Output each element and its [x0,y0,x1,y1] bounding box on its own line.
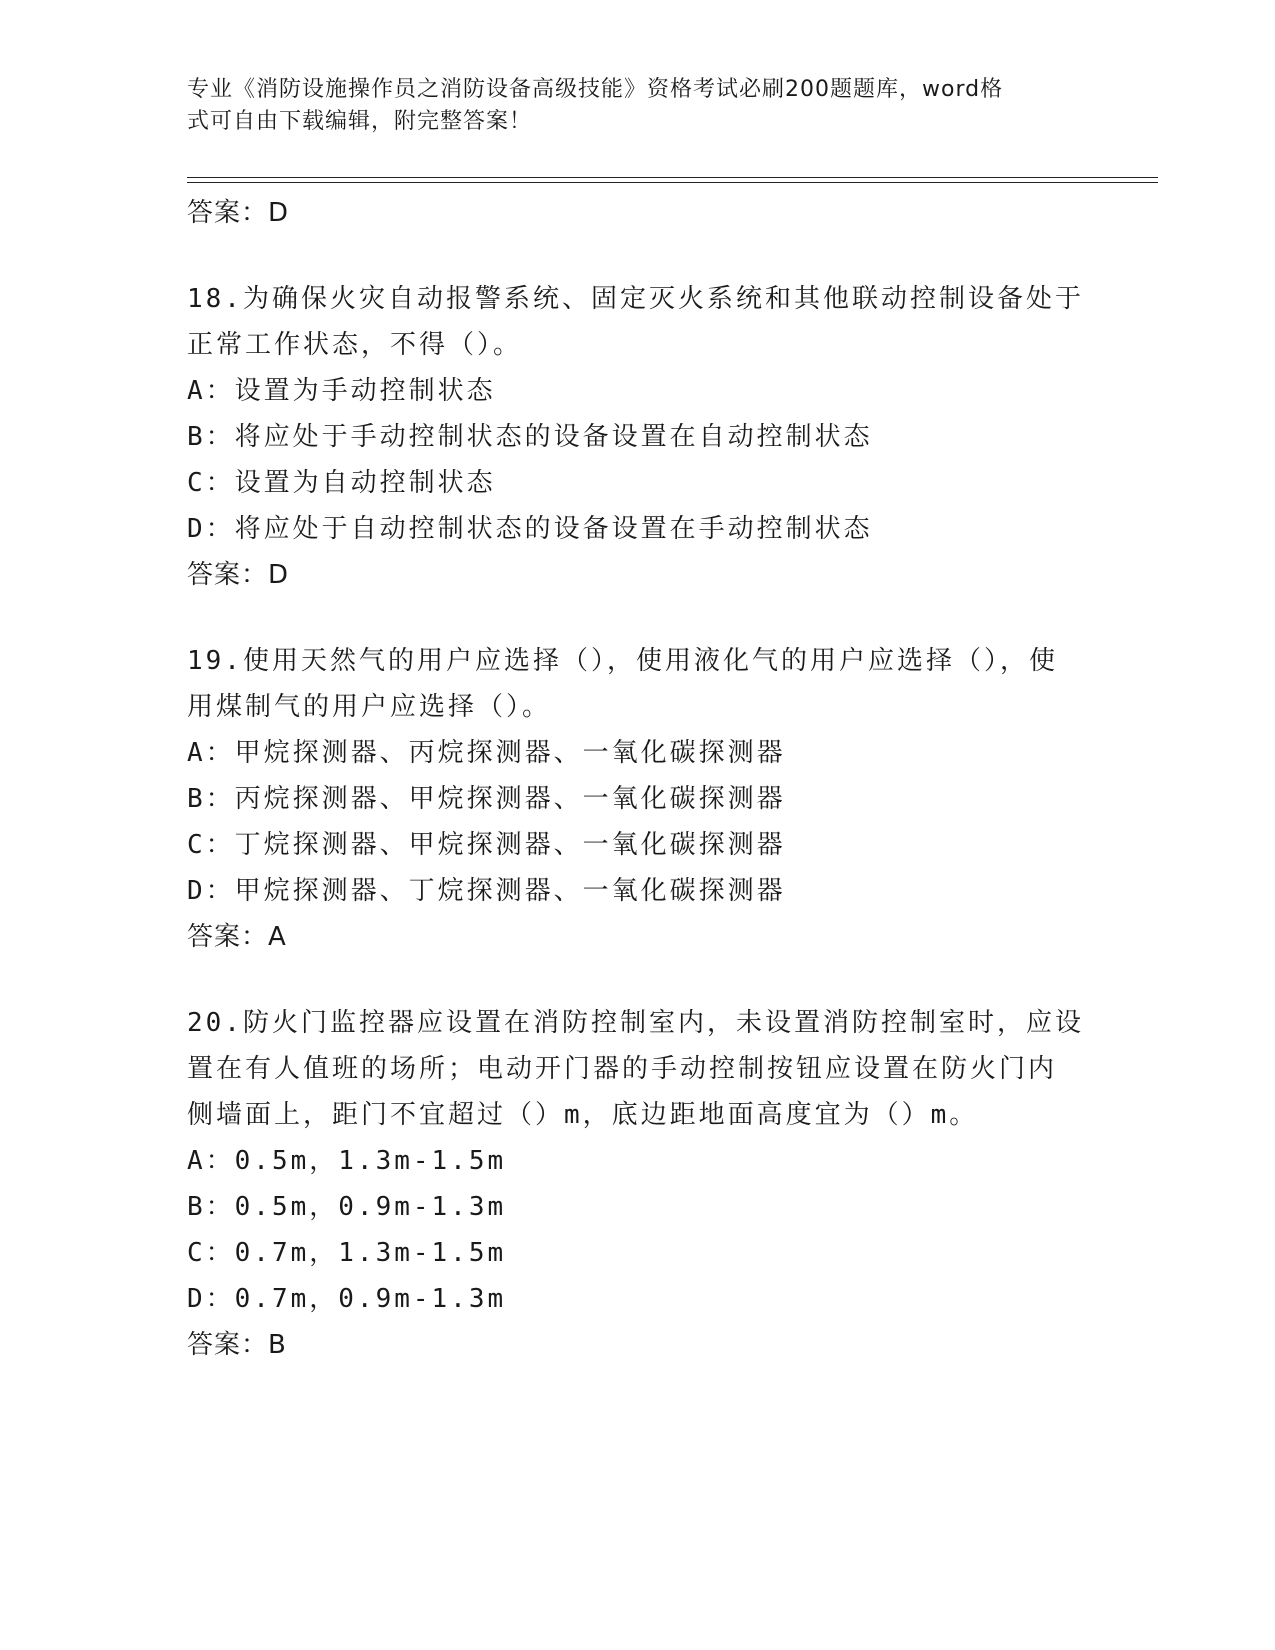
question-stem-line: 20.防火门监控器应设置在消防控制室内，未设置消防控制室时，应设 [187,1008,1084,1038]
option-c: C：0.7m，1.3m-1.5m [187,1238,507,1268]
option-c: C：设置为自动控制状态 [187,468,496,498]
option-d: D：0.7m，0.9m-1.3m [187,1284,507,1314]
option-d: D：甲烷探测器、丁烷探测器、一氧化碳探测器 [187,876,786,906]
option-b: B：丙烷探测器、甲烷探测器、一氧化碳探测器 [187,784,786,814]
option-d: D：将应处于自动控制状态的设备设置在手动控制状态 [187,514,873,544]
option-a: A：0.5m，1.3m-1.5m [187,1146,507,1176]
header-line-2: 式可自由下载编辑，附完整答案！ [187,109,533,134]
option-b: B：0.5m，0.9m-1.3m [187,1192,507,1222]
question-18 [187,276,1087,598]
question-stem-line: 用煤制气的用户应选择（）。 [187,692,552,722]
header-divider-top [187,177,1158,178]
question-stem-line: 侧墙面上，距门不宜超过（）m，底边距地面高度宜为（）m。 [187,1100,979,1130]
answer-line: 答案：A [187,922,287,952]
header-line-1: 专业《消防设施操作员之消防设备高级技能》资格考试必刷200题题库，word格 [187,77,1004,102]
option-c: C：丁烷探测器、甲烷探测器、一氧化碳探测器 [187,830,786,860]
option-b: B：将应处于手动控制状态的设备设置在自动控制状态 [187,422,873,452]
option-a: A：甲烷探测器、丙烷探测器、一氧化碳探测器 [187,738,786,768]
question-stem-line: 18.为确保火灾自动报警系统、固定灭火系统和其他联动控制设备处于 [187,284,1084,314]
answer-line: 答案：D [187,560,290,590]
question-20 [187,1000,1087,1368]
option-a: A：设置为手动控制状态 [187,376,496,406]
question-stem-line: 置在有人值班的场所；电动开门器的手动控制按钮应设置在防火门内 [187,1054,1058,1084]
question-stem-line: 正常工作状态，不得（）。 [187,330,523,360]
answer-line: 答案：B [187,1330,287,1360]
question-list [187,190,1087,1368]
header-divider-bottom [187,182,1158,183]
document-header [187,74,1077,138]
previous-answer: 答案：D [187,198,290,228]
question-stem-line: 19.使用天然气的用户应选择（），使用液化气的用户应选择（），使 [187,646,1058,676]
question-19 [187,638,1087,960]
